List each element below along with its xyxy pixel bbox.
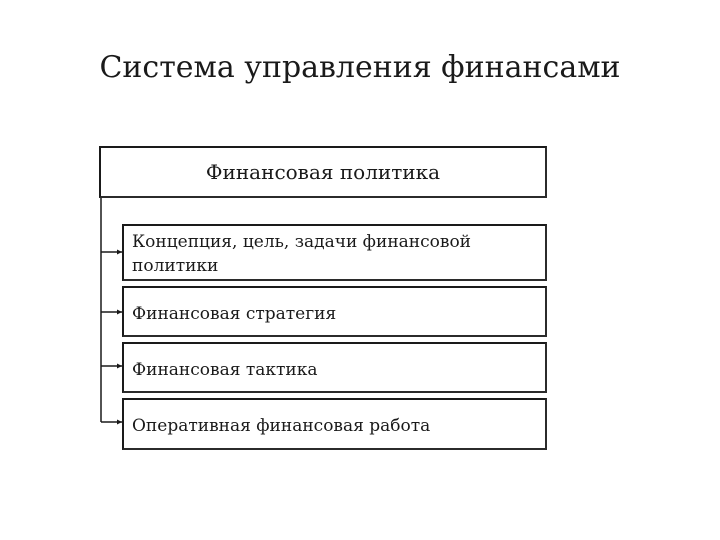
root-box xyxy=(99,146,547,198)
item-box-strategy xyxy=(122,286,547,337)
item-box-tactics xyxy=(122,342,547,393)
item-box-operational xyxy=(122,398,547,450)
item-label: Финансовая тактика xyxy=(132,360,318,380)
item-label: Оперативная финансовая работа xyxy=(132,416,431,436)
root-label: Финансовая политика xyxy=(205,160,441,184)
item-label: Концепция, цель, задачи финансовой политики xyxy=(132,232,472,276)
item-box-concept xyxy=(122,224,547,281)
item-label: Финансовая стратегия xyxy=(132,304,337,324)
diagram-title: Система управления финансами xyxy=(99,50,621,85)
